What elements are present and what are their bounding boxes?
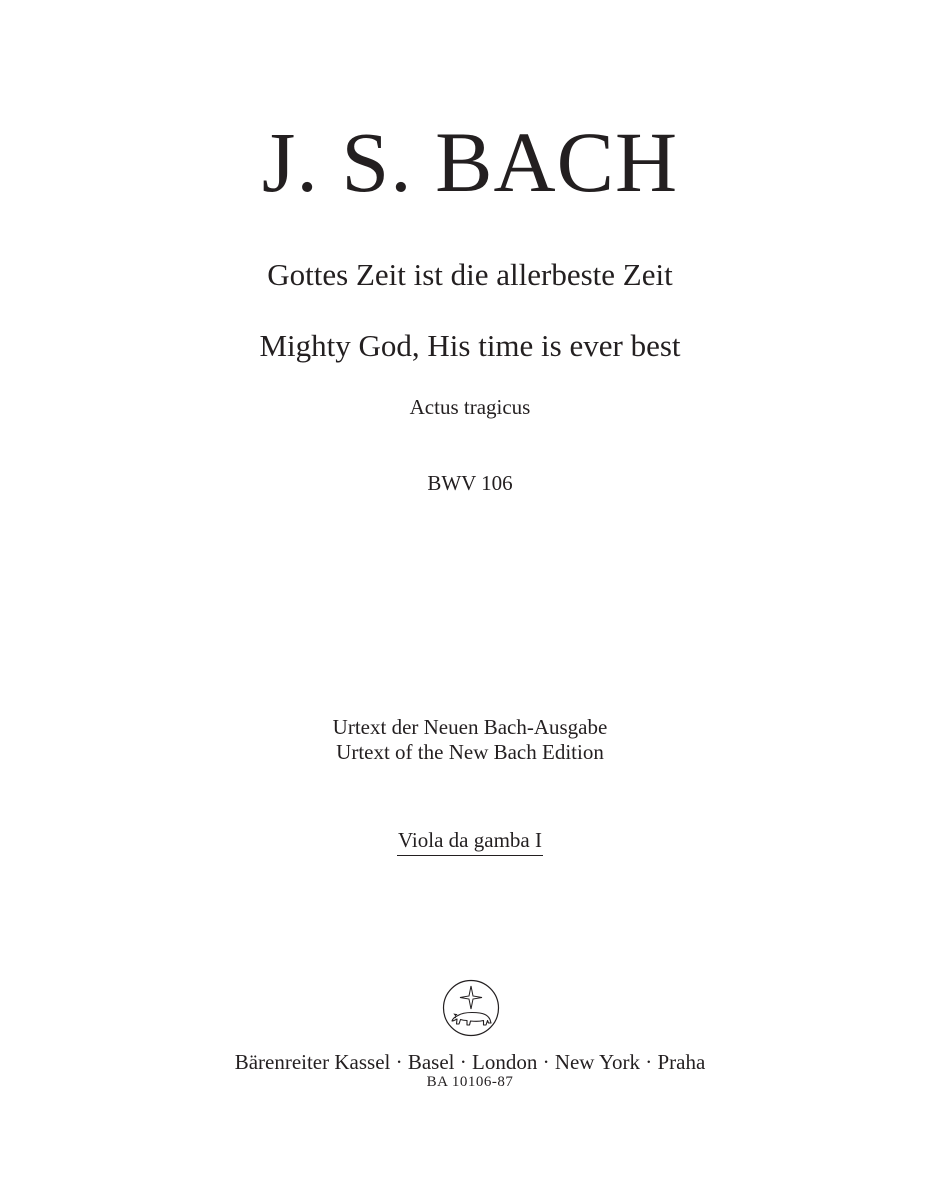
- edition-note-english: Urtext of the New Bach Edition: [336, 740, 604, 764]
- catalog-number: BWV 106: [427, 471, 513, 495]
- baerenreiter-bear-star-logo-icon: [442, 979, 500, 1037]
- part-label: [0, 826, 940, 856]
- order-number: BA 10106-87: [426, 1074, 514, 1090]
- work-title-german: Gottes Zeit ist die allerbeste Zeit: [267, 257, 673, 292]
- work-subtitle: Actus tragicus: [409, 395, 531, 419]
- work-title-english: Mighty God, His time is ever best: [259, 328, 681, 363]
- composer-name: J. S. BACH: [261, 114, 679, 210]
- edition-note-german: Urtext der Neuen Bach-Ausgabe: [332, 715, 608, 739]
- part-name: Viola da gamba I: [397, 826, 543, 856]
- publisher-imprint: Bärenreiter Kassel · Basel · London · New York · Praha: [234, 1050, 706, 1074]
